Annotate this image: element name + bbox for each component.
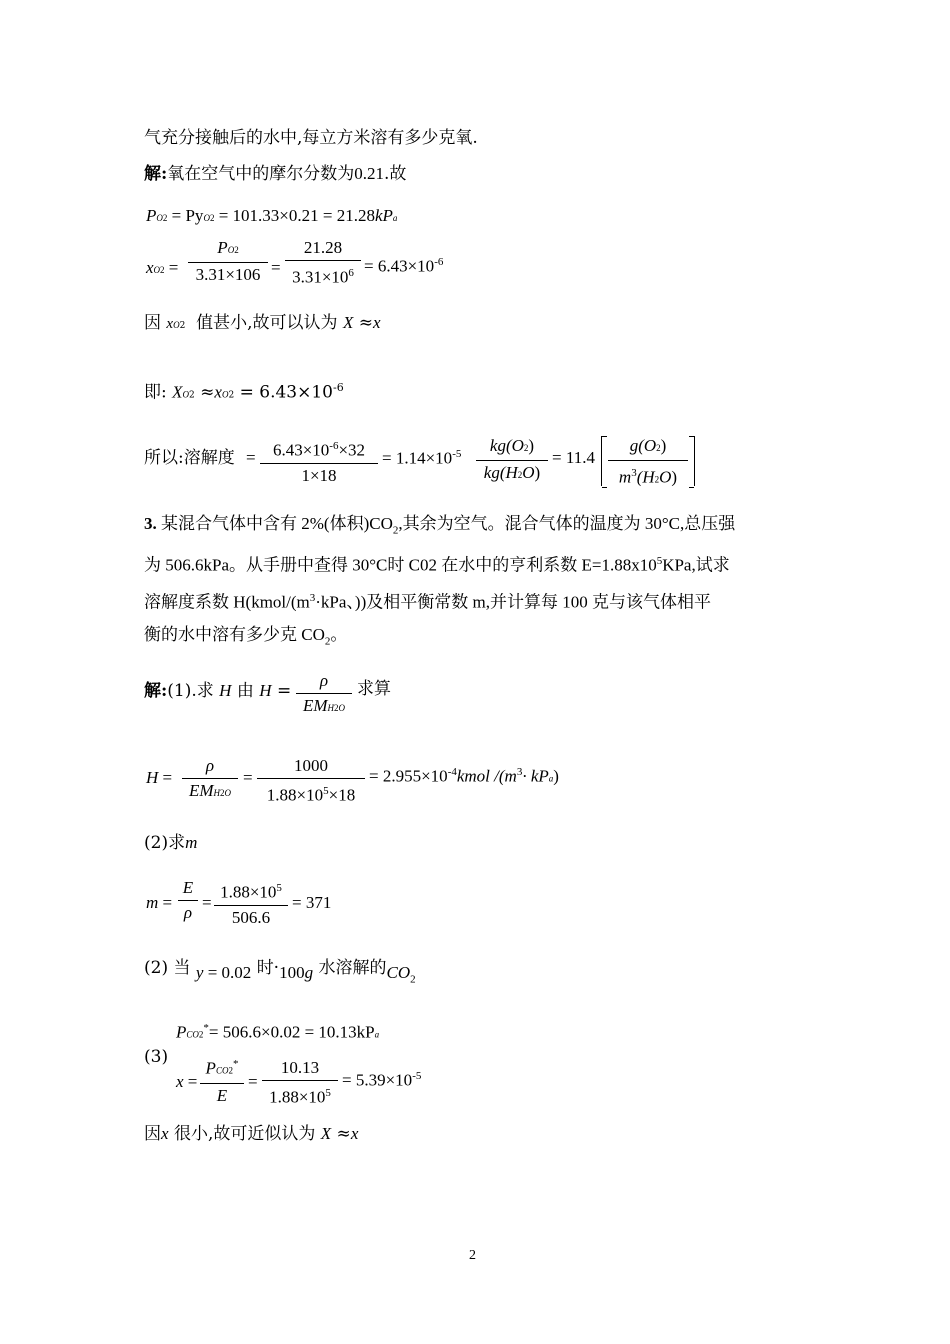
equation-result: = $6.43\times 10^{-6}$	[364, 256, 444, 276]
problem-line: 溶解度系数 $H(kmol/(m^3\cdot kPa$、))及相平衡常数 m,并计算每 100 克与该气体相平	[144, 592, 711, 612]
equals: =	[248, 1072, 258, 1091]
text-line: (3)	[144, 1047, 169, 1067]
text-line: 因x 很小,故可近似认为 X ≈x	[144, 1124, 359, 1144]
fraction: 21.28 $3.31\times 10^6$	[285, 238, 361, 288]
number: 0.21	[354, 164, 385, 183]
fraction: E ρ	[178, 878, 198, 923]
fraction: ρ EMH2O	[182, 756, 238, 803]
equation-result: = 371	[292, 893, 332, 912]
text-line: (2) 当 y = 0.02 时·100g 水溶解的$CO_2$	[144, 958, 416, 986]
fraction: $1.88\times 10^5$ 506.6	[214, 878, 288, 928]
text-segment: 求算	[357, 679, 391, 699]
eq-part: = 101.33×0.21 = 21.28	[218, 206, 375, 225]
equation-label: m =	[146, 893, 173, 912]
equation-part: = $1.14\times 10^{-5}$	[382, 448, 462, 468]
problem-line: 3. 某混合气体中含有 2%(体积)$CO_2$,其余为空气。混合气体的温度为 30°C,总压强	[144, 514, 736, 537]
equation-label: xO2 =	[146, 258, 179, 277]
equals: =	[202, 893, 212, 912]
problem-line: 为 506.6kPa。从手册中查得 30°C时 C02 在水中的亨利系数 $E=1.88x10^5KPa$,试求	[144, 555, 730, 575]
problem-line: 衡的水中溶有多少克 $CO_2$。	[144, 625, 348, 648]
solution-label: 解:	[144, 164, 168, 184]
fraction: PCO2* E	[200, 1054, 244, 1106]
equals: =	[271, 258, 281, 277]
fraction: 10.13 $1.88\times 10^5$	[262, 1058, 338, 1108]
text-line: 因 xO2 值甚小,故可以认为 X ≈x	[144, 313, 381, 333]
equation-result: = $2.955\times 10^{-4}kmol$ $/(m^3\cdot kPa)$	[369, 766, 559, 786]
equation-label: x =	[176, 1072, 198, 1091]
fraction: PO2 3.31×106	[188, 238, 268, 285]
equation: PCO2*= 506.6×0.02 = 10.13kPa	[176, 1022, 380, 1042]
equals: =	[243, 768, 253, 787]
fraction: ρ EMH2O	[296, 671, 352, 718]
fraction: $6.43\times 10^{-6}\times 32$ 1×18	[260, 436, 378, 486]
equation-result: = $5.39\times 10^{-5}$	[342, 1070, 422, 1090]
equation-part: = 11.4	[552, 448, 595, 467]
fraction: kg(O2) kg(H2O)	[476, 436, 548, 485]
equation-label: H =	[146, 768, 173, 787]
page-number: 2	[469, 1248, 476, 1263]
text-line	[144, 164, 406, 184]
text-line: 即: $XO2 \approx xO2 = 6.43\times 10^{-6}$	[144, 381, 344, 403]
fraction: 1000 $1.88\times 10^5\times 18$	[257, 756, 365, 806]
text-segment: .故	[384, 164, 407, 184]
eq-part: = Py	[171, 206, 204, 225]
text-line: 气充分接触后的水中,每立方米溶有多少克氧.	[144, 128, 478, 148]
text-line: 解:(1).求 H 由 H =	[144, 681, 292, 701]
text-segment: 氧在空气中的摩尔分数为	[167, 164, 355, 184]
text-line: 所以:溶解度	[144, 448, 235, 468]
text-line: (2)求m	[144, 833, 198, 853]
equals: =	[246, 448, 256, 467]
fraction: g(O2) $m^3(H2O)$	[608, 436, 688, 490]
equation: PO2 = PyO2 = 101.33×0.21 = 21.28kPa	[146, 206, 398, 225]
